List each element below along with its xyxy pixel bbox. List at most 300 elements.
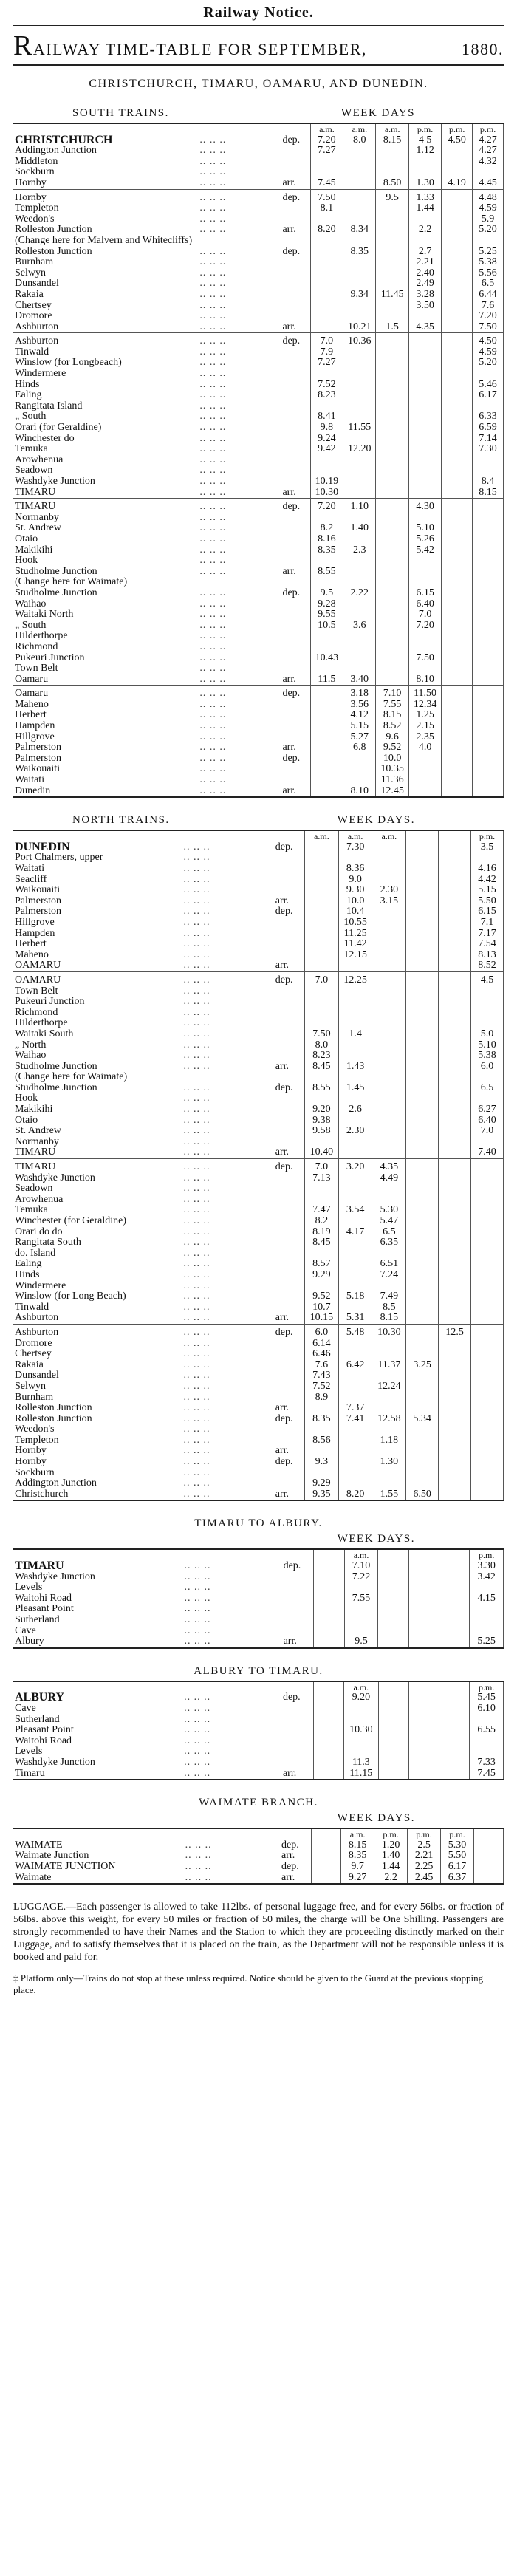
north-leader-dots: .. .. ..: [183, 906, 210, 918]
albury-down-station: Sutherland: [15, 1614, 60, 1625]
south-leader-dots: .. .. ..: [199, 368, 227, 380]
north-row: [13, 1313, 504, 1324]
north-time: [406, 1370, 439, 1381]
north-time: [439, 1018, 471, 1029]
north-time: [406, 1183, 439, 1195]
south-time: [442, 225, 473, 236]
south-arr-dep: arr.: [282, 486, 296, 498]
south-arr-dep: [281, 775, 310, 786]
luggage-note: LUGGAGE.—Each passenger is allowed to take 112lbs. of personal luggage free, and for every 56lbs. or fraction of 56lbs. above this weight, for every 50 miles or fraction of 50 miles, the charge will be One Shilling. Passengers are strongly recommended to have their Names and the Station to which they are proceeding distinctly marked on their Luggage, and to satisfy themselves that it is placed on the train, as the Department will not be responsible unless it is booked and paid for.: [13, 1902, 504, 1964]
north-time: [471, 1159, 504, 1173]
south-time: [442, 786, 473, 797]
south-time: 12.20: [343, 444, 376, 455]
north-row: [13, 885, 504, 896]
south-leader-dots: .. .. ..: [199, 587, 227, 598]
south-time: [376, 311, 408, 322]
north-leader-dots: .. .. ..: [183, 949, 210, 960]
albury-down-time: [470, 1582, 504, 1593]
north-arr-dep: [274, 1248, 305, 1260]
north-label: NORTH TRAINS.: [72, 814, 170, 827]
south-station: „ South: [15, 411, 47, 423]
south-time: [310, 577, 343, 588]
albury-down-leader-dots: .. .. ..: [184, 1614, 211, 1625]
north-time: [372, 1468, 406, 1479]
north-time: [439, 1083, 471, 1094]
south-time: [376, 390, 408, 401]
south-time: [310, 742, 343, 754]
south-station: Arowhenua: [15, 454, 64, 465]
north-arr-dep: [274, 1205, 305, 1216]
north-time: [439, 896, 471, 907]
south-time: [343, 642, 376, 653]
south-week-label: WEEK DAYS: [340, 107, 415, 119]
north-leader-dots: .. .. ..: [183, 1337, 210, 1349]
albury-down-time: 5.25: [470, 1636, 504, 1647]
south-arr-dep: [281, 465, 310, 476]
albury-up-row: [13, 1715, 504, 1726]
south-time: [376, 567, 408, 578]
south-time: [473, 523, 504, 534]
albury-down-time: [408, 1626, 439, 1637]
north-row: [13, 1137, 504, 1148]
south-time: [408, 347, 441, 358]
north-leader-dots: .. .. ..: [183, 884, 210, 896]
north-time: [406, 1093, 439, 1104]
south-row: [13, 754, 504, 765]
south-leader-dots: .. .. ..: [199, 533, 227, 544]
south-row: [13, 742, 504, 754]
north-time: [439, 1468, 471, 1479]
albury-down-arr-dep: [282, 1615, 314, 1626]
south-time: [442, 663, 473, 674]
north-station: TIMARU: [15, 1147, 56, 1158]
south-leader-dots: .. .. ..: [199, 177, 227, 188]
albury-up-leader-dots: .. .. ..: [184, 1724, 211, 1736]
north-time: [338, 1093, 372, 1104]
north-time: [471, 853, 504, 864]
south-time: [442, 523, 473, 534]
north-time: [439, 1478, 471, 1489]
south-header-period: a.m.: [343, 124, 376, 135]
south-row: [13, 146, 504, 157]
north-time: 7.41: [338, 1414, 372, 1425]
south-leader-dots: .. .. ..: [198, 686, 281, 700]
south-station: Winslow (for Longbeach): [15, 357, 122, 369]
waimate-timetable: [13, 1828, 504, 1885]
south-time: [408, 642, 441, 653]
north-time: 3.54: [338, 1205, 372, 1216]
north-row: [13, 1227, 504, 1238]
south-time: [343, 358, 376, 369]
north-time: [439, 918, 471, 929]
south-time: [376, 534, 408, 545]
north-time: [338, 853, 372, 864]
north-station: Weedon's: [15, 1424, 55, 1435]
south-time: 7.20: [310, 135, 343, 146]
north-row: [13, 1195, 504, 1206]
north-time: [305, 1446, 339, 1457]
north-time: [338, 1302, 372, 1313]
waimate-header: [13, 1797, 504, 1809]
albury-down-arr-dep: dep.: [283, 1560, 301, 1572]
south-arr-dep: [281, 710, 310, 721]
north-time: 7.43: [305, 1370, 339, 1381]
albury-up-leader-dots: .. .. ..: [184, 1735, 211, 1746]
south-time: [376, 674, 408, 686]
albury-up-header-period: p.m.: [470, 1682, 504, 1693]
south-station: Oamaru: [13, 686, 198, 700]
north-time: 8.15: [372, 1313, 406, 1324]
south-time: [310, 401, 343, 412]
albury-up-time: [470, 1715, 504, 1726]
south-time: [473, 742, 504, 754]
north-leader-dots: .. .. ..: [183, 1082, 210, 1093]
north-time: [439, 1393, 471, 1404]
albury-down-time: [344, 1626, 378, 1637]
north-leader-dots: .. .. ..: [183, 1280, 210, 1291]
north-station: Ashburton: [15, 1312, 59, 1324]
south-arr-dep: [281, 369, 310, 380]
north-station: Palmerston: [15, 906, 61, 918]
albury-down-time: [344, 1615, 378, 1626]
north-arr-dep: [274, 1370, 305, 1381]
south-time: [343, 488, 376, 499]
south-time: [343, 455, 376, 466]
north-station: DUNEDIN: [15, 840, 70, 853]
south-time: [473, 236, 504, 247]
south-time: 11.45: [376, 290, 408, 301]
south-leader-dots: .. .. ..: [199, 213, 227, 225]
albury-down-time: [314, 1561, 344, 1572]
waimate-station: WAIMATE JUNCTION: [15, 1860, 116, 1872]
north-time: [406, 1159, 439, 1173]
north-time: [305, 918, 339, 929]
north-time: 6.0: [471, 1062, 504, 1073]
north-time: [439, 1104, 471, 1116]
south-time: [442, 488, 473, 499]
north-time: 4.42: [471, 875, 504, 886]
south-arr-dep: [281, 236, 310, 247]
north-station: Windermere: [15, 1280, 66, 1291]
north-time: 10.15: [305, 1313, 339, 1324]
south-time: [473, 631, 504, 642]
north-time: [406, 1018, 439, 1029]
south-time: 8.10: [343, 786, 376, 797]
north-time: [439, 1424, 471, 1435]
north-arr-dep: [274, 1435, 305, 1446]
albury-down-time: [408, 1572, 439, 1583]
albury-down-station: TIMARU: [15, 1559, 64, 1573]
north-leader-dots: .. .. ..: [183, 1050, 210, 1062]
south-row: [13, 653, 504, 664]
albury-up-header-dots: [182, 1682, 281, 1693]
north-time: 6.14: [305, 1339, 339, 1350]
north-station: Hornby: [15, 1445, 47, 1457]
south-time: [310, 465, 343, 476]
north-leader-dots: .. .. ..: [183, 1391, 210, 1403]
south-time: [442, 347, 473, 358]
south-row: [13, 236, 504, 247]
south-station: Studholme Junction: [15, 565, 97, 577]
north-time: [439, 971, 471, 985]
south-arr-dep: dep.: [282, 587, 301, 598]
north-leader-dots: .. .. ..: [183, 873, 210, 885]
south-time: [442, 401, 473, 412]
north-leader-dots: .. .. ..: [183, 1114, 210, 1126]
south-time: [408, 311, 441, 322]
south-time: 9.52: [376, 742, 408, 754]
south-time: [310, 369, 343, 380]
albury-down-time: [439, 1615, 469, 1626]
south-time: [310, 279, 343, 290]
north-station: Richmond: [15, 1006, 58, 1018]
north-time: 3.5: [471, 842, 504, 853]
north-row: [13, 997, 504, 1008]
north-time: [372, 1478, 406, 1489]
south-time: [343, 609, 376, 621]
north-arr-dep: [274, 853, 305, 864]
north-time: [305, 1403, 339, 1414]
south-header-period: a.m.: [376, 124, 408, 135]
north-time: [338, 1116, 372, 1127]
south-time: [343, 631, 376, 642]
south-row: [13, 556, 504, 567]
south-time: [473, 167, 504, 178]
north-arr-dep: [274, 1237, 305, 1248]
albury-down-time: 3.42: [470, 1572, 504, 1583]
south-time: 9.42: [310, 444, 343, 455]
south-row: [13, 279, 504, 290]
south-leader-dots: .. .. ..: [199, 346, 227, 358]
south-time: [408, 369, 441, 380]
south-time: [343, 754, 376, 765]
south-time: [408, 663, 441, 674]
north-time: 10.30: [372, 1324, 406, 1338]
south-time: [343, 434, 376, 445]
albury-up-arr-dep: [281, 1757, 313, 1769]
south-leader-dots: .. .. ..: [199, 224, 227, 236]
albury-up-station: Levels: [15, 1746, 43, 1757]
north-time: 10.7: [305, 1302, 339, 1313]
albury-up-time: [313, 1725, 343, 1736]
south-time: 4.0: [408, 742, 441, 754]
south-leader-dots: .. .. ..: [199, 267, 227, 279]
north-leader-dots: .. .. ..: [183, 938, 210, 950]
south-time: 8.4: [473, 476, 504, 488]
north-time: 5.0: [471, 1029, 504, 1040]
north-station: (Change here for Waimate): [15, 1071, 128, 1083]
albury-up-time: [343, 1715, 378, 1726]
north-arr-dep: arr.: [275, 1445, 290, 1457]
south-time: [310, 455, 343, 466]
south-time: 5.38: [473, 257, 504, 268]
south-station: Washdyke Junction: [15, 476, 95, 487]
north-time: [406, 885, 439, 896]
north-leader-dots: .. .. ..: [183, 1456, 210, 1468]
platform-note: ‡ Platform only—Trains do not stop at these unless required. Notice should be given to the Guard at the previous stopping place.: [13, 1972, 484, 1996]
south-time: 7.52: [310, 380, 343, 391]
albury-down-header-period: a.m.: [344, 1550, 378, 1561]
north-time: 6.40: [471, 1116, 504, 1127]
south-time: 8.35: [343, 247, 376, 258]
albury-down-leader-dots: .. .. ..: [184, 1582, 211, 1593]
north-row: [13, 864, 504, 875]
south-arr-dep: arr.: [282, 565, 296, 577]
south-station: (Change here for Malvern and Whitecliffs): [15, 234, 193, 246]
north-time: [471, 1370, 504, 1381]
north-time: [439, 1195, 471, 1206]
north-leader-dots: .. .. ..: [183, 1247, 210, 1259]
north-time: 7.52: [305, 1381, 339, 1393]
south-time: 5.9: [473, 214, 504, 225]
north-time: 10.55: [338, 918, 372, 929]
north-station: „ North: [15, 1039, 47, 1050]
albury-up-time: [313, 1736, 343, 1747]
south-leader-dots: .. .. ..: [199, 454, 227, 465]
south-arr-dep: [281, 476, 310, 488]
albury-up-arr-dep: [281, 1715, 313, 1726]
south-time: 7.27: [310, 146, 343, 157]
south-time: [442, 444, 473, 455]
north-station: TIMARU: [13, 1159, 182, 1173]
albury-up-leader-dots: .. .. ..: [184, 1767, 211, 1779]
north-arr-dep: [274, 1093, 305, 1104]
north-row: [13, 896, 504, 907]
waimate-table: [13, 1829, 504, 1883]
north-time: 4.5: [471, 971, 504, 985]
south-arr-dep: [281, 653, 310, 664]
north-time: 9.38: [305, 1116, 339, 1127]
north-time: [338, 1339, 372, 1350]
south-time: [376, 523, 408, 534]
albury-up-time: 10.30: [343, 1725, 378, 1736]
south-time: [442, 476, 473, 488]
north-time: [439, 885, 471, 896]
north-arr-dep: arr.: [275, 960, 290, 971]
south-time: [473, 455, 504, 466]
north-arr-dep: [274, 1040, 305, 1051]
north-time: [305, 1468, 339, 1479]
north-time: 1.43: [338, 1062, 372, 1073]
south-leader-dots: .. .. ..: [199, 511, 227, 523]
south-header-period: p.m.: [473, 124, 504, 135]
albury-up-header: [13, 1665, 504, 1678]
south-station: Seadown: [15, 465, 53, 476]
north-leader-dots: [182, 1072, 273, 1083]
north-station: Hornby: [15, 1456, 47, 1468]
waimate-time: [474, 1862, 504, 1873]
north-time: 7.40: [471, 1147, 504, 1158]
north-arr-dep: [274, 1360, 305, 1371]
south-time: [442, 534, 473, 545]
north-time: [439, 853, 471, 864]
north-time: [406, 939, 439, 950]
north-leader-dots: .. .. ..: [183, 1268, 210, 1280]
south-station: „ South: [15, 619, 47, 631]
north-time: [471, 1008, 504, 1019]
north-row: [13, 1302, 504, 1313]
south-leader-dots: .. .. ..: [199, 731, 227, 742]
north-time: [439, 1008, 471, 1019]
albury-down-header-dots: [182, 1550, 281, 1561]
albury-up-row: [13, 1746, 504, 1757]
south-leader-dots: .. .. ..: [199, 652, 227, 663]
albury-up-time: [313, 1769, 343, 1780]
north-row: [13, 1339, 504, 1350]
north-time: 8.45: [305, 1062, 339, 1073]
south-arr-dep: [281, 700, 310, 711]
north-header-period: [439, 831, 471, 842]
south-time: 12.45: [376, 786, 408, 797]
north-time: 12.5: [439, 1324, 471, 1338]
north-arr-dep: [274, 1008, 305, 1019]
north-arr-dep: [274, 1259, 305, 1270]
south-row: [13, 786, 504, 797]
north-row: [13, 950, 504, 961]
north-arr-dep: dep.: [274, 971, 305, 985]
south-time: [442, 621, 473, 632]
south-time: [310, 732, 343, 743]
south-arr-dep: [281, 214, 310, 225]
north-time: [406, 1195, 439, 1206]
north-leader-dots: .. .. ..: [183, 1291, 210, 1302]
south-header-period: p.m.: [408, 124, 441, 135]
albury-down-time: [344, 1604, 378, 1615]
north-header-row: [13, 831, 504, 842]
south-time: [408, 455, 441, 466]
south-station: Waikouaiti: [15, 763, 61, 775]
south-time: [376, 146, 408, 157]
north-station: Rolleston Junction: [15, 1412, 92, 1424]
south-time: 8.20: [310, 225, 343, 236]
south-leader-dots: .. .. ..: [199, 709, 227, 721]
waimate-header-period: [312, 1829, 341, 1840]
north-time: [471, 1072, 504, 1083]
waimate-time: 2.45: [408, 1873, 441, 1884]
south-time: 8.41: [310, 411, 343, 423]
north-time: [471, 1339, 504, 1350]
albury-down-time: [408, 1615, 439, 1626]
north-time: [406, 1072, 439, 1083]
north-time: [406, 1173, 439, 1184]
north-time: [372, 1281, 406, 1292]
south-station: Ashburton: [15, 321, 59, 332]
waimate-header-period: p.m.: [374, 1829, 408, 1840]
albury-up-time: [439, 1725, 470, 1736]
north-time: [439, 1159, 471, 1173]
north-time: 4.49: [372, 1173, 406, 1184]
south-row: [13, 135, 504, 146]
north-time: [439, 1457, 471, 1468]
north-time: [406, 896, 439, 907]
south-time: [310, 686, 343, 700]
north-station: Tinwald: [15, 1301, 49, 1313]
north-station: Herbert: [15, 938, 47, 950]
north-time: [305, 1248, 339, 1260]
south-time: 5.15: [343, 721, 376, 732]
south-arr-dep: dep.: [281, 499, 310, 513]
albury-up-time: [313, 1704, 343, 1715]
north-row: [13, 1414, 504, 1425]
albury-up-timetable: [13, 1681, 504, 1780]
south-time: [442, 642, 473, 653]
north-row: [13, 1018, 504, 1029]
north-time: [338, 1468, 372, 1479]
south-row: [13, 322, 504, 333]
north-time: [471, 1183, 504, 1195]
north-time: [338, 1248, 372, 1260]
north-time: [471, 1446, 504, 1457]
